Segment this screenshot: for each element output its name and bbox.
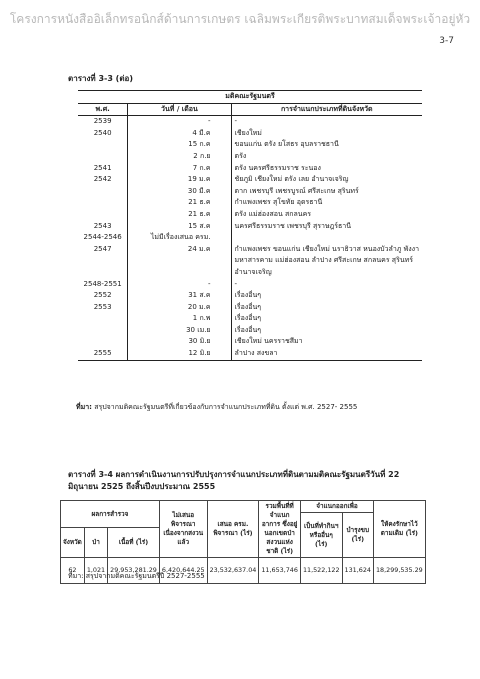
cell-province: มหาสารคาม แม่ฮ่องสอน ลำปาง ศรีสะเกษ สกลนคร สุรินทร์ <box>231 255 422 267</box>
cell-date: 4 มี.ค <box>128 128 231 140</box>
cell-date: 21 ธ.ค <box>128 209 231 221</box>
cell-date: - <box>128 279 231 291</box>
table-3-3-caption: ตารางที่ 3-3 (ต่อ) <box>68 74 133 83</box>
cell-forest: 1,021 <box>84 558 107 584</box>
cell-year <box>78 209 128 221</box>
cell-province: อำนาจเจริญ <box>231 267 422 279</box>
cell-date: 30 มี.ค <box>128 186 231 198</box>
table-row <box>78 139 422 151</box>
table-3-4-caption: ตารางที่ 3-4 ผลการดำเนินงานการปรับปรุงการจำแนกประเภทที่ดินตามมติคณะรัฐมนตรีวันที่ 22 มิถุนายน 2525 ถึงสิ้นปีงบประมาณ 2555 <box>68 470 400 491</box>
cabinet-resolution-table <box>78 90 422 361</box>
cell-date <box>128 267 231 279</box>
table-row <box>78 267 422 279</box>
propose-cabinet-header: เสนอ ครม. พิจารณา (ไร่) <box>207 501 259 558</box>
cell-year <box>78 255 128 267</box>
agri-header: เป็นที่ทำกินฯ หรืออื่นๆ (ไร่) <box>300 513 342 558</box>
cell-year: 2539 <box>93 117 112 126</box>
table-row <box>78 336 422 348</box>
table-row <box>78 244 422 256</box>
province-header: จังหวัด <box>61 528 85 558</box>
cell-date: 30 มิ.ย <box>128 336 231 348</box>
cell-province: เรื่องอื่นๆ <box>231 290 422 302</box>
table-row <box>78 232 422 244</box>
cell-year: 2555 <box>78 348 128 360</box>
cell-year <box>78 186 128 198</box>
cell-year: 2552 <box>93 291 112 300</box>
table-row <box>78 290 422 302</box>
cell-province: - <box>231 116 422 128</box>
col-date-header: วันที่ / เดือน <box>128 103 231 116</box>
keep-forest-header: ให้คงรักษาไว้ตามเดิม (ไร่) <box>373 501 425 558</box>
cell-province: ชัยภูมิ เชียงใหม่ ตรัง เลย อำนาจเจริญ <box>231 174 422 186</box>
cell-date: 20 ม.ค <box>128 302 231 314</box>
table-row <box>78 255 422 267</box>
not-proposed-header: ไม่เสนอพิจารณาเนื่องจากสงวนแล้ว <box>159 501 207 558</box>
col-province-header: การจำแนกประเภทที่ดินจังหวัด <box>231 103 422 116</box>
table-row <box>78 174 422 186</box>
classified-out-header: จำแนกออกเพื่อ <box>300 501 373 513</box>
table-row <box>78 163 422 175</box>
cell-agri: 11,522,122 <box>300 558 342 584</box>
cell-province: ตาก เพชรบุรี เพชรบูรณ์ ศรีสะเกษ สุรินทร์ <box>231 186 422 198</box>
cabinet-resolution-table-body <box>78 116 422 360</box>
cell-year: 2541 <box>93 163 112 172</box>
cell-total-forest: 11,653,746 <box>259 558 301 584</box>
cell-year <box>78 139 128 151</box>
cell-not-proposed: 6,420,644.25 <box>159 558 207 584</box>
cell-province: กำแพงเพชร สุโขทัย อุดรธานี <box>231 197 422 209</box>
table-row <box>78 128 422 140</box>
cell-year <box>78 313 128 325</box>
cell-year <box>78 197 128 209</box>
cell-date: 15 ส.ค <box>128 221 231 233</box>
cell-province: เรื่องอื่นๆ <box>231 302 422 314</box>
cell-date: 31 ส.ค <box>128 290 231 302</box>
cell-date: 1 ก.พ <box>128 313 231 325</box>
table-row <box>78 313 422 325</box>
cell-date: 24 ม.ค <box>128 244 231 256</box>
cell-date: ไม่มีเรื่องเสนอ ครม. <box>128 232 231 244</box>
cell-date: 30 เม.ย <box>128 325 231 337</box>
cell-year <box>78 325 128 337</box>
table-row <box>78 302 422 314</box>
document-header-title: โครงการหนังสืออิเล็กทรอนิกส์ด้านการเกษตร เฉลิมพระเกียรติพระบาทสมเด็จพระเจ้าอยู่หัว <box>9 12 471 26</box>
source-label: ที่มา: <box>76 403 92 411</box>
cell-province: ตรัง นครศรีธรรมราช ระนอง <box>231 163 422 175</box>
cell-reforest: 131,624 <box>342 558 373 584</box>
table-row <box>78 279 422 291</box>
cell-date: - <box>128 116 231 128</box>
cell-province: เชียงใหม่ <box>231 128 422 140</box>
cell-year: 2543 <box>93 221 112 230</box>
survey-header: ผลการสำรวจ <box>61 501 160 528</box>
table-row <box>78 151 422 163</box>
forest-header: ป่า <box>84 528 107 558</box>
cell-area: 29,953,281.29 <box>108 558 160 584</box>
total-forest-header: รวมพื้นที่ที่จำแนกอาการ ซึ่งอยู่นอกเขตป่าสงวนแห่งชาติ (ไร่) <box>259 501 301 558</box>
cell-year: 2542 <box>93 175 112 184</box>
cell-province: นครศรีธรรมราช เพชรบุรี สุราษฎร์ธานี <box>231 221 422 233</box>
cell-year: 2553 <box>93 302 112 311</box>
cell-date <box>128 255 231 267</box>
cell-year <box>78 267 128 279</box>
cell-date: 15 ก.ค <box>128 139 231 151</box>
table-row <box>78 209 422 221</box>
table-row <box>78 348 422 360</box>
cell-province: กำแพงเพชร ขอนแก่น เชียงใหม่ นราธิวาส หนองบัวลำภู พังงา <box>231 244 422 256</box>
cell-year: 2544-2546 <box>83 233 122 242</box>
cell-date: 21 ธ.ค <box>128 197 231 209</box>
area-header: เนื้อที่ (ไร่) <box>108 528 160 558</box>
cell-province: ตรัง <box>231 151 422 163</box>
source-text: สรุปจากมติคณะรัฐมนตรีที่เกี่ยวข้องกับการจำแนกประเภทที่ดิน ตั้งแต่ พ.ศ. 2527- 2555 <box>94 403 358 411</box>
cell-province: เรื่องอื่นๆ <box>231 325 422 337</box>
cell-province <box>231 232 422 244</box>
reforest-header: บำรุงขบ (ไร่) <box>342 513 373 558</box>
group-header: มติคณะรัฐมนตรี <box>78 91 422 104</box>
cell-province: เชียงใหม่ นครราชสีมา <box>231 336 422 348</box>
table-3-3-source <box>76 402 357 413</box>
cell-year: 2540 <box>93 128 112 137</box>
table-3-4-source: ที่มา: สรุปจากมติคณะรัฐมนตรีปี 2527-2555 <box>68 572 205 580</box>
cell-date: 19 ม.ค <box>128 174 231 186</box>
cell-year <box>78 336 128 348</box>
cell-province: เรื่องอื่นๆ <box>231 313 422 325</box>
cell-propose-cabinet: 23,532,637.04 <box>207 558 259 584</box>
table-row <box>78 197 422 209</box>
cell-province: ลำปาง สงขลา <box>231 348 422 360</box>
cell-province: ขอนแก่น ตรัง ยโสธร อุบลราชธานี <box>231 139 422 151</box>
table-row <box>78 116 422 128</box>
cell-year <box>78 151 128 163</box>
table-row <box>78 221 422 233</box>
cell-date: 7 ก.ค <box>128 163 231 175</box>
cell-keep-forest: 18,299,535.29 <box>373 558 425 584</box>
cell-date: 2 ก.ย <box>128 151 231 163</box>
cell-date: 12 มิ.ย <box>128 348 231 360</box>
table-row <box>78 325 422 337</box>
cell-year: 2548-2551 <box>83 279 122 288</box>
page-number: 3-7 <box>439 36 454 46</box>
cell-province: 62 <box>61 558 85 584</box>
col-year-header: พ.ศ. <box>78 103 128 116</box>
cell-year: 2547 <box>93 244 112 253</box>
cell-province: ตรัง แม่ฮ่องสอน สกลนคร <box>231 209 422 221</box>
table-row <box>78 186 422 198</box>
cell-province: - <box>231 279 422 291</box>
